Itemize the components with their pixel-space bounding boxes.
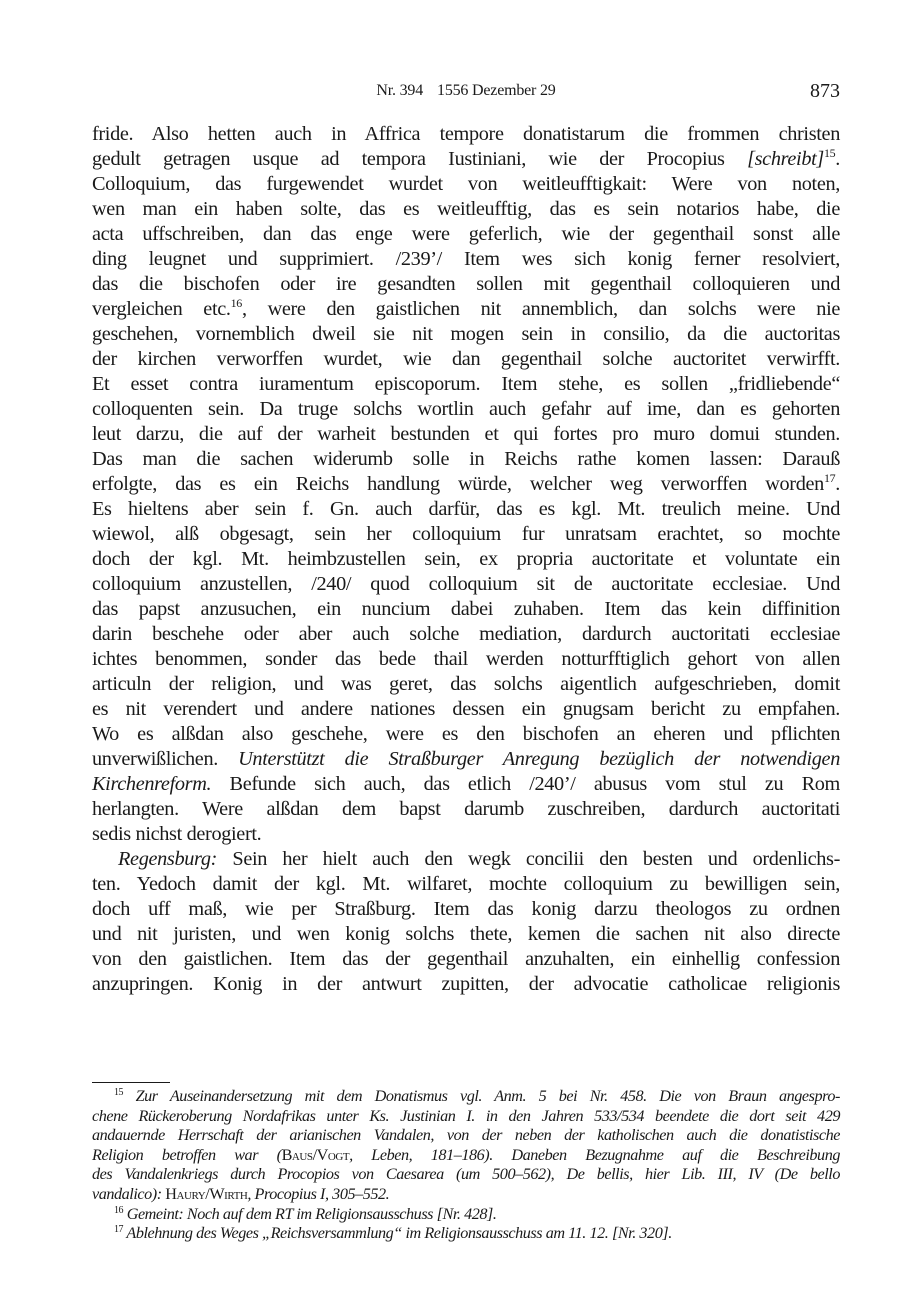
footnotes xyxy=(92,1087,840,1244)
footnote-line: $^{16}$ Gemeint: Noch auf dem RT im Religionsausschuss [Nr. 428]. xyxy=(114,1204,497,1223)
footnote-ref-17[interactable]: 17 xyxy=(823,471,836,485)
footnote-ref-15[interactable]: 15 xyxy=(823,146,836,160)
text-line: colloquium anzustellen, /240/ quod colloquium sit de auctoritate ecclesiae. Und xyxy=(92,573,840,595)
main-text xyxy=(92,122,840,997)
footnote-line: des Vandalenkriegs durch Procopios von Caesarea (um 500–562), De bellis, hier Lib. III, IV (De bello xyxy=(92,1165,840,1184)
text-line: von den gaistlichen. Item das der gegenthail anzuhalten, ein einhellig confession xyxy=(92,948,840,970)
text-line: und nit juristen, und wen konig solchs thete, kemen die sachen nit also directe xyxy=(92,923,840,945)
text-line: darin beschehe oder aber auch solche mediation, dardurch auctoritati ecclesiae xyxy=(92,623,840,645)
author-citation: Baus/Vogt xyxy=(281,1145,350,1164)
text-line: der kirchen verworffen wurdet, wie dan gegenthail solche auctoritet verwirfft. xyxy=(92,348,840,370)
text-line: geschehen, vornemblich dweil sie nit mogen sein in consilio, da die auctoritas xyxy=(92,323,840,345)
text-line: ichtes benommen, sonder das bede thail werden notturfftiglich gehort von allen xyxy=(92,648,840,670)
text-line: vergleichen etc.$^{16}$, were den gaistlichen nit annemblich, dan solchs were nie xyxy=(92,296,841,320)
text-line: gedult getragen usque ad tempora Iustiniani, wie der Procopius [schreibt]$^{15}$. xyxy=(92,146,840,170)
author-citation: Haury/Wirth xyxy=(165,1184,248,1203)
footnote-16 xyxy=(92,1205,840,1225)
text-line: Das man die sachen widerumb solle in Reichs rathe komen lassen: Darauß xyxy=(92,448,840,470)
text-line: anzupringen. Konig in der antwurt zupitten, der advocatie catholicae religionis xyxy=(92,973,840,995)
running-head-title xyxy=(92,82,840,100)
document-date: 1556 Dezember 29 xyxy=(437,82,556,99)
footnote-line: chene Rückeroberung Nordafrikas unter Ks. Justinian I. in den Jahren 533/534 beendete die dort seit 429 xyxy=(92,1106,840,1125)
text-line: Colloquium, das furgewendet wurdet von weitleufftigkait: Were von noten, xyxy=(92,173,840,195)
text-line: Kirchenreform. Befunde sich auch, das etlich /240’/ abusus vom stul zu Rom xyxy=(92,773,840,795)
text-line: wen man ein haben solte, das es weitleufftig, das es sein notarios habe, die xyxy=(92,198,840,220)
text-line: Et esset contra iuramentum episcoporum. Item stehe, es sollen „fridliebende“ xyxy=(92,373,840,395)
footnote-number: 15 xyxy=(114,1087,124,1098)
text-line: erfolgte, das es ein Reichs handlung würde, welcher weg verworffen worden$^{17}$. xyxy=(92,471,840,495)
editorial-summary-end: Kirchenreform. xyxy=(92,773,212,795)
footnote-line: vandalico): Haury/Wirth, Procopius I, 305–552. xyxy=(92,1184,390,1203)
text-line: herlangten. Were alßdan dem bapst darumb zuschreiben, dardurch auctoritati xyxy=(92,798,840,820)
text-line: ding leugnet und supprimiert. /239’/ Item wes sich konig ferner resolviert, xyxy=(92,248,840,270)
footnote-number: 17 xyxy=(114,1224,124,1236)
speaker-label: Regensburg: xyxy=(118,848,218,870)
text-line: doch der kgl. Mt. heimbzustellen sein, ex propria auctoritate et voluntate ein xyxy=(92,548,840,570)
text-line: articuln der religion, und was geret, das solchs aigentlich aufgeschrieben, domit xyxy=(92,673,840,695)
footnote-ref-16[interactable]: 16 xyxy=(230,296,242,310)
text-line: fride. Also hetten auch in Affrica tempore donatistarum die frommen christen xyxy=(92,123,840,145)
text-line: sedis nichst derogiert. xyxy=(92,823,262,845)
editorial-summary: Unterstützt die Straßburger Anregung bezüglich der notwendigen xyxy=(238,748,840,770)
text-line: Es hieltens aber sein f. Gn. auch darfür, das es kgl. Mt. treulich meine. Und xyxy=(92,498,840,520)
footnote-17 xyxy=(92,1224,840,1244)
text-line: Wo es alßdan also geschehe, were es den bischofen an eheren und pflichten xyxy=(92,723,840,745)
page-number: 873 xyxy=(810,80,840,102)
paragraph-regensburg xyxy=(92,847,840,997)
footnote-line: $^{15}$ Zur Auseinandersetzung mit dem Donatismus vgl. Anm. 5 bei Nr. 458. Die von Braun angespro- xyxy=(114,1087,840,1105)
text-line: acta uffschreiben, dan das enge were geferlich, wie der gegenthail sonst alle xyxy=(92,223,840,245)
text-line: ten. Yedoch damit der kgl. Mt. wilfaret, mochte colloquium zu bewilligen sein, xyxy=(92,873,840,895)
editorial-insertion: [schreibt] xyxy=(747,148,824,170)
footnote-line: andauernde Herrschaft der arianischen Vandalen, von der neben der katholischen auch die donatistische xyxy=(92,1126,840,1145)
footnote-line: Religion betroffen war (Baus/Vogt, Leben, 181–186). Daneben Bezugnahme auf die Beschreibung xyxy=(92,1145,840,1164)
text-line: wiewol, alß obgesagt, sein her colloquium fur unratsam erachtet, so mochte xyxy=(92,523,840,545)
text-line: Regensburg: Sein her hielt auch den wegk concilii den besten und ordenlichs- xyxy=(118,848,840,870)
text-line: das papst anzusuchen, ein nuncium dabei zuhaben. Item das kein diffinition xyxy=(92,598,840,620)
text-line: leut darzu, die auf der warheit bestunden et qui fortes pro muro domui stunden. xyxy=(92,423,840,445)
footnote-number: 16 xyxy=(114,1204,124,1216)
footnote-15 xyxy=(92,1087,840,1205)
paragraph-main xyxy=(92,122,840,847)
text-line: doch uff maß, wie per Straßburg. Item das konig darzu theologos zu ordnen xyxy=(92,898,840,920)
text-line: es nit verendert und andere nationes dessen ein gnugsam bericht zu empfahen. xyxy=(92,698,840,720)
document-number: Nr. 394 xyxy=(376,82,424,99)
text-line: das die bischofen oder ire gesandten sollen mit gegenthail colloquieren und xyxy=(92,273,840,295)
text-line: unverwißlichen. Unterstützt die Straßburger Anregung bezüglich der notwendigen xyxy=(92,748,840,770)
running-head xyxy=(92,80,840,106)
text-line: colloquenten sein. Da truge solchs wortlin auch gefahr auf ime, dan es gehorten xyxy=(92,398,840,420)
footnote-divider xyxy=(92,1082,170,1083)
footnote-line: $^{17}$ Ablehnung des Weges „Reichsversammlung“ im Religionsausschuss am 11. 12. [Nr. 320]. xyxy=(114,1224,672,1243)
